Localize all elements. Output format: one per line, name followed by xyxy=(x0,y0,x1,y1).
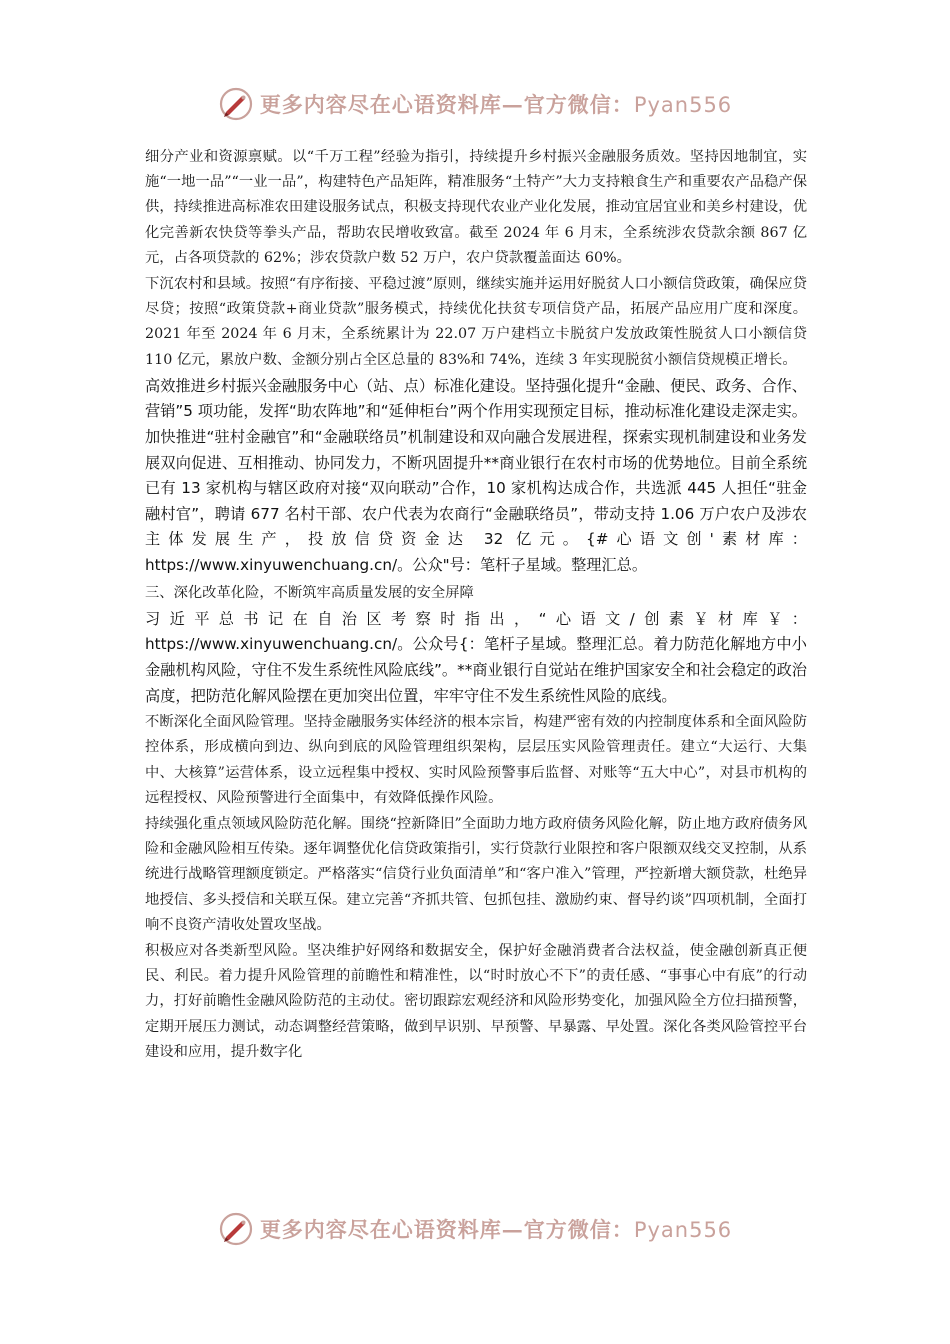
watermark-wechat: Pyan556 xyxy=(633,93,733,117)
watermark-text xyxy=(260,89,732,119)
watermark-main: 更多内容尽在心语资料库—官方微信： xyxy=(259,1217,634,1242)
watermark-wechat: Pyan556 xyxy=(633,1218,733,1242)
paragraph-rural-products: 细分产业和资源禀赋。以“千万工程”经验为指引，持续提升乡村振兴金融服务质效。坚持因地制宜，实施“一地一品”“一业一品”，构建特色产品矩阵，精准服务“土特产”大力支持粮食生产和重要农产品稳产保供，持续推进高标准农田建设服务试点，积极支持现代农业产业化发展，推动宜居宜业和美乡村建设，优化完善新农快贷等拳头产品，帮助农民增收致富。截至 2024 年 6 月末，全系统涉农贷款余额 867 亿元，占各项贷款的 62%；涉农贷款户数 52 万户，农户贷款覆盖面达 60%。 xyxy=(145,149,807,266)
paragraph-new-risk: 积极应对各类新型风险。坚决维护好网络和数据安全，保护好金融消费者合法权益，使金融创新真正便民、利民。着力提升风险管理的前瞻性和精准性，以“时时放心不下”的责任感、“事事心中有底”的行动力，打好前瞻性金融风险防范的主动仗。密切跟踪宏观经济和风险形势变化，加强风险全方位扫描预警，定期开展压力测试，动态调整经营策略，做到早识别、早预警、早暴露、早处置。深化各类风险管控平台建设和应用，提升数字化 xyxy=(145,942,807,1060)
watermark-footer xyxy=(0,1207,950,1251)
paragraph-county-credit: 下沉农村和县域。按照“有序衔接、平稳过渡”原则，继续实施并运用好脱贫人口小额信贷政策，确保应贷尽贷；按照“政策贷款+商业贷款”服务模式，持续优化扶贫专项信贷产品，拓展产品应用广度和深度。2021 年至 2024 年 6 月末，全系统累计为 22.07 万户建档立卡脱贫户发放政策性脱贫人口小额信贷 110 亿元，累放户数、金额分别占全区总量的 83%和 74%，连续 3 年实现脱贫小额信贷规模正增长。 xyxy=(145,276,807,368)
watermark-main: 更多内容尽在心语资料库—官方微信： xyxy=(259,92,634,117)
paragraph-risk-management: 不断深化全面风险管理。坚持金融服务实体经济的根本宗旨，构建严密有效的内控制度体系和全面风险防控体系，形成横向到边、纵向到底的风险管理组织架构，层层压实风险管理责任。建立“大运行、大集中、大核算”运营体系，设立远程集中授权、实时风险预警事后监督、对账等“五大中心”，对县市机构的远程授权、风险预警进行全面集中，有效降低操作风险。 xyxy=(145,714,807,806)
document-body xyxy=(145,145,807,1066)
watermark-header xyxy=(0,82,950,126)
pen-logo-icon xyxy=(218,86,254,122)
pen-logo-icon xyxy=(218,1211,254,1247)
paragraph-risk-quote: 习近平总书记在自治区考察时指出，“心语文/创素￥材库￥：https://www.xinyuwenchuang.cn/。公众号{：笔杆子星域。整理汇总。着力防范化解地方中小金融机构风险，守住不发生系统性风险底线”。**商业银行自觉站在维护国家安全和社会稳定的政治高度，把防范化解风险摆在更加突出位置，牢牢守住不发生系统性风险的底线。 xyxy=(145,609,807,705)
paragraph-key-risk: 持续强化重点领域风险防范化解。围绕“控新降旧”全面助力地方政府债务风险化解，防止地方政府债务风险和金融风险相互传染。逐年调整优化信贷政策指引，实行贷款行业限控和客户限额双线交叉控制，从系统进行战略管理额度锁定。严格落实“信贷行业负面清单”和“客户准入”管理，严控新增大额贷款，杜绝异地授信、多头授信和关联互保。建立完善“齐抓共管、包抓包挂、激励约束、督导约谈”四项机制，全面打响不良资产清收处置攻坚战。 xyxy=(145,815,807,933)
watermark-text xyxy=(260,1214,732,1244)
paragraph-service-center: 高效推进乡村振兴金融服务中心（站、点）标准化建设。坚持强化提升“金融、便民、政务、合作、营销”5 项功能，发挥“助农阵地”和“延伸柜台”两个作用实现预定目标，推动标准化建设走深走实。加快推进“驻村金融官”和“金融联络员”机制建设和双向融合发展进程，探索实现机制建设和业务发展双向促进、互相推动、协同发力，不断巩固提升**商业银行在农村市场的优势地位。目前全系统已有 13 家机构与辖区政府对接“双向联动”合作，10 家机构达成合作，共选派 445 人担任“驻金融村官”，聘请 677 名村干部、农户代表为农商行“金融联络员”，带动支持 1.06 万户农户及涉农主体发展生产，投放信贷资金达 32 亿元。{#心语文创'素材库：https://www.xinyuwenchuang.cn/。公众"号：笔杆子星域。整理汇总。 xyxy=(145,376,807,574)
section-heading-risk: 三、深化改革化险，不断筑牢高质量发展的安全屏障 xyxy=(145,584,474,601)
